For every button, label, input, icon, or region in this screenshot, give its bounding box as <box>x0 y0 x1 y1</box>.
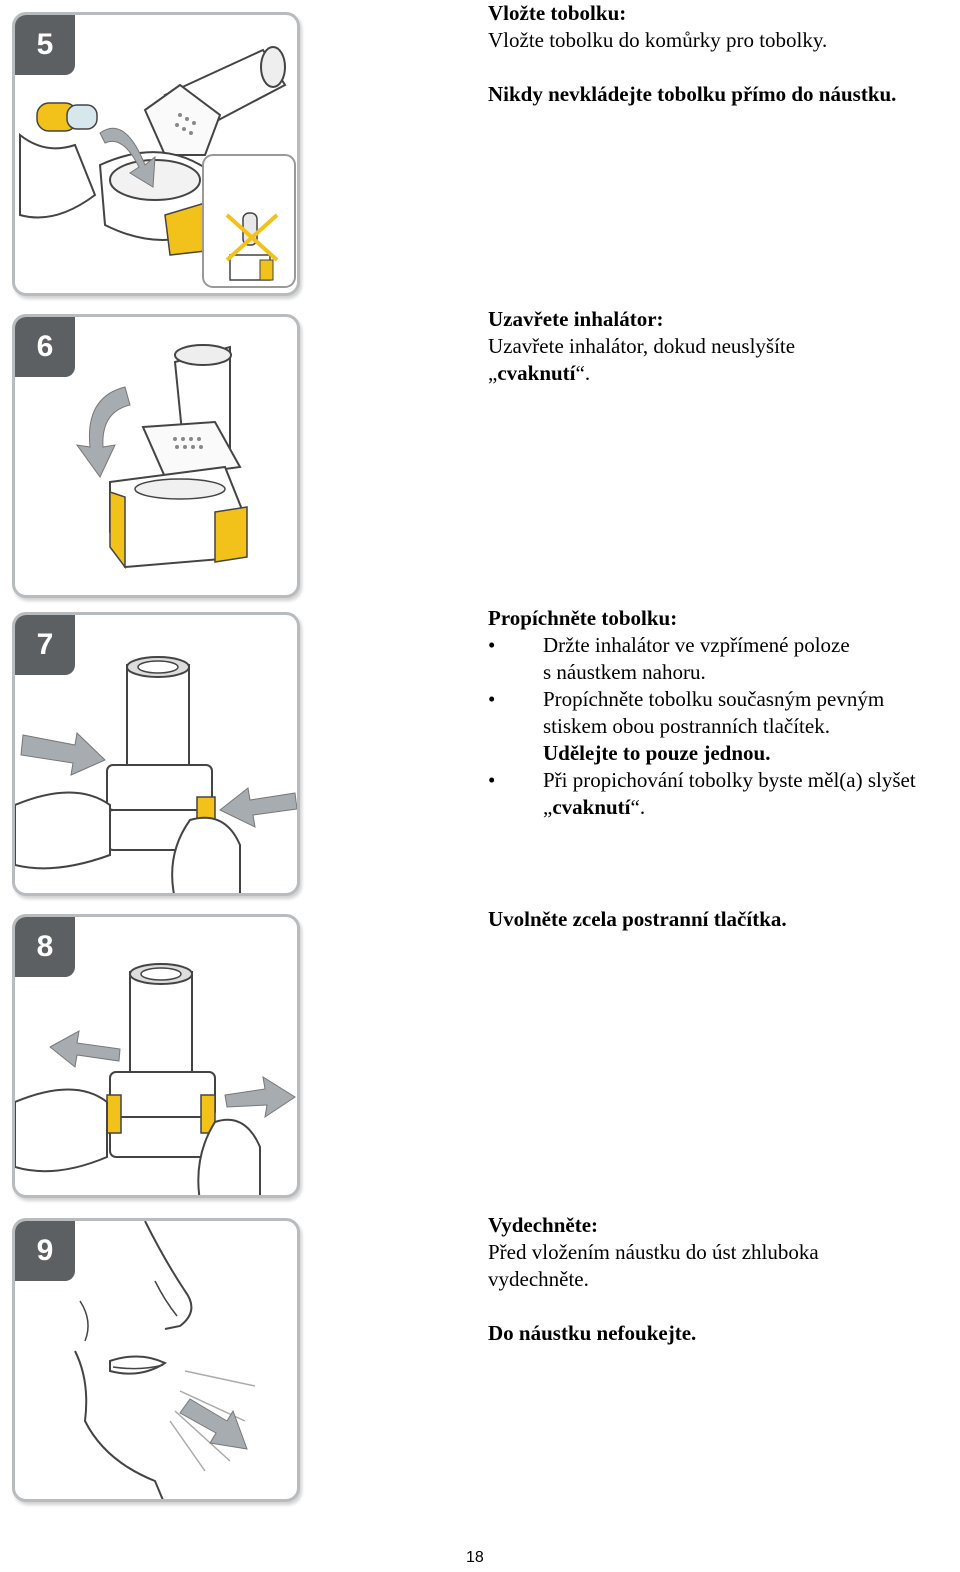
step-8-number: 8 <box>15 917 75 977</box>
step-6-instruction-line2 <box>488 360 956 387</box>
quote-open: „ <box>543 795 553 819</box>
step-8-heading: Uvolněte zcela postranní tlačítka. <box>488 907 787 931</box>
bullet-1-line-1: Držte inhalátor ve vzpřímené poloze <box>543 633 850 657</box>
list-item <box>488 767 956 821</box>
step-5-illustration <box>12 12 300 296</box>
quote-close: “. <box>630 795 646 819</box>
step-9-text <box>488 1212 956 1347</box>
click-word: cvaknutí <box>497 361 576 385</box>
step-9-warning: Do náustku nefoukejte. <box>488 1321 697 1345</box>
page-number: 18 <box>466 1549 484 1566</box>
list-item <box>488 632 956 686</box>
step-6-number: 6 <box>15 317 75 377</box>
bullet-2-emphasis: Udělejte to pouze jednou. <box>543 741 771 765</box>
step-6-text <box>488 306 956 387</box>
step-6-instruction: Uzavřete inhalátor, dokud neuslyšíte <box>488 334 796 358</box>
bullet-3-line-1: Při propichování tobolky byste měl(a) slyšet <box>543 768 916 792</box>
step-7-heading: Propíchněte tobolku: <box>488 606 678 630</box>
step-8-illustration <box>12 914 300 1198</box>
step-5-warning: Nikdy nevkládejte tobolku přímo do náustku. <box>488 82 897 106</box>
step-9-illustration <box>12 1218 300 1502</box>
step-7-text <box>488 605 956 821</box>
step-5-number: 5 <box>15 15 75 75</box>
step-9-instruction-line2: vydechněte. <box>488 1267 589 1291</box>
step-5-instruction: Vložte tobolku do komůrky pro tobolky. <box>488 28 828 52</box>
step-8-text <box>488 906 956 933</box>
click-word: cvaknutí <box>552 795 631 819</box>
quote-open: „ <box>488 361 498 385</box>
bullet-2-line-2: stiskem obou postranních tlačítek. <box>543 714 830 738</box>
step-6-illustration <box>12 314 300 598</box>
list-item <box>488 686 956 767</box>
bullet-1-line-2: s náustkem nahoru. <box>543 660 706 684</box>
step-5-text <box>488 0 956 108</box>
step-7-number: 7 <box>15 615 75 675</box>
step-6-heading: Uzavřete inhalátor: <box>488 307 664 331</box>
step-9-heading: Vydechněte: <box>488 1213 599 1237</box>
step-9-instruction: Před vložením náustku do úst zhluboka <box>488 1240 819 1264</box>
step-9-number: 9 <box>15 1221 75 1281</box>
bullet-2-line-1: Propíchněte tobolku současným pevným <box>543 687 885 711</box>
step-5-heading: Vložte tobolku: <box>488 1 627 25</box>
quote-close: “. <box>575 361 591 385</box>
step-7-illustration <box>12 612 300 896</box>
step-7-bullet-list <box>488 632 956 821</box>
